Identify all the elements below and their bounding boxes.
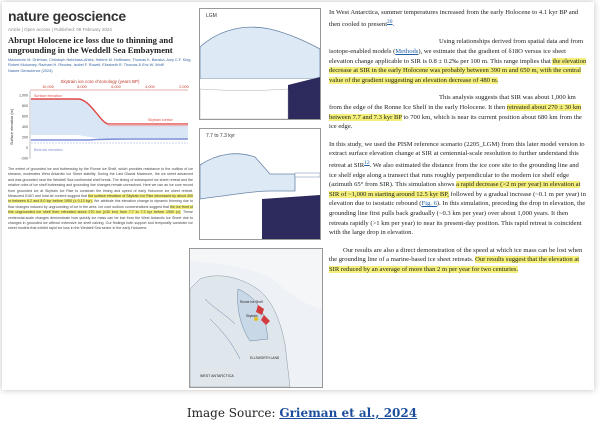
y-tick-label: 1,000 [19, 93, 28, 98]
map-label-ellsworth: ELLSWORTH LAND [250, 356, 280, 360]
surface-label: Surface elevation [34, 94, 62, 98]
top-tick-label: 6,000 [111, 85, 121, 89]
bedrock-label: Bedrock elevation [34, 148, 63, 152]
abstract-part-2: We attribute this elevation change to dynamic thinning due to flow changes induced by ungrounding of ice in the area. Ice core sodium concentrations suggest that [8, 199, 193, 209]
paper-preview [8, 8, 193, 386]
panel-lgm-label: LGM [206, 13, 217, 19]
map-label-ronne: Ronne Ice Shelf [240, 300, 263, 304]
highlight-retreat: retreated about 270 ± 30 km between 7.7 and 7.3 kyr BP [329, 103, 582, 121]
top-tick-label: 8,000 [77, 85, 87, 89]
abstract-highlight-1: the surface elevation of Skytrain Ice Rise decreased by about 450 m between 8.2 and 8.0 kyr before 1950 (± 0.13 kyr). [8, 194, 193, 204]
top-tick-label: 2,000 [179, 85, 189, 89]
figure-column [199, 8, 321, 388]
source-link[interactable]: Grieman et al., 2024 [279, 406, 418, 420]
antarctica-map [189, 248, 323, 388]
abstract-highlight-2: the ice front of this ungrounded ice shelf then retreated about 270 km (±30 km) from 7.7 to 7.3 kyr before 1950 (±). [8, 204, 193, 215]
paragraph-3: This analysis suggests that SIR was about 1,000 km from the edge of the Ronne Ice Shelf in the early Holocene. It then retreated about 270 ± 30 km between 7.7 and 7.3 kyr BP to 700 km, which is near its current position about 680 km from the ice edge. [329, 94, 582, 131]
highlight-rapid-decrease: a rapid decrease (>2 m per year) in elevation at SIR of ~1,000 m starting around 12.5 kyr BP, [329, 181, 581, 198]
caption-prefix: Image Source: [186, 406, 280, 420]
journal-brand[interactable]: nature geoscience [8, 8, 126, 24]
y-tick-label: -200 [20, 156, 28, 161]
map-label-skytrain: Skytrain [246, 314, 258, 318]
ref-12-link[interactable]: 12 [364, 159, 370, 166]
highlight-results: Our results suggest that the elevation at SIR reduced by an average of more than 2 m per year for two centuries. [329, 256, 580, 274]
paragraph-1: In West Antarctica, summer temperatures increased from the early Holocene to 4.1 kyr BP and then cooled to present$^{20}$. [329, 9, 579, 28]
paper-excerpt [329, 8, 587, 388]
y-axis-ticks [19, 93, 28, 160]
fig-6-link[interactable]: Fig. 6 [421, 200, 437, 208]
map-label-west-antarctica: WEST ANTARCTICA [200, 374, 234, 378]
holocene-diagram [199, 128, 321, 240]
paragraph-4: In this study, we used the PISM reference scenario (2205_LGM) from this later model version to extract surface elevation change at SIR at centennial-scale resolution to further understand this retreat at SIR$^{12}$. We also estimated the distance from the ice core site to the grounding line and ice shelf edge along a transect that runs roughly perpendicular to the modern ice shelf edge (azimuth 65° from SIR). This simulation shows a rapid decrease (>2 m per year) in elevation at SIR of ~1,000 m starting around 12.5 kyr BP, followed by a gradual increase (~0.1 m per year) in elevation due to isostatic rebound (Fig. 6). In this simulation, preceding the drop in elevation, the grounding line first pulls back gradually (~0.3 km per year) over about 1,000 years. It then retreats rapidly (>1 km per year) to near its present-day position. This rapid retreat is coincident with the large drop in elevation. [329, 140, 586, 237]
paragraph-2: Using relationships derived from spatial data and from isotope-enabled models (Methods), we estimate that the gradient of δ18O versus ice sheet elevation change applicable to SIR is 0.8 ± 0.2‰ per 100 m. This range implies that the elevation decrease at SIR in the early Holocene was probably between 390 m and 650 m, with the central value of the gradient suggesting an elevation decrease of 480 m. [329, 38, 587, 84]
bedrock-elevation-line [31, 139, 188, 140]
holocene-ocean-block [262, 195, 320, 239]
y-tick-label: 600 [22, 114, 28, 119]
methods-link[interactable]: Methods [395, 47, 419, 55]
elevation-chart-svg [8, 77, 193, 165]
y-tick-label: 200 [22, 135, 28, 140]
panel-holocene-label: 7.7 to 7.3 kyr [206, 133, 235, 139]
y-tick-label: 400 [22, 124, 28, 129]
y-tick-label: 800 [22, 103, 28, 108]
abstract-part-3: These centennial-scale changes demonstrate how quickly ice mass can be lost from the West Antarctic Ice Sheet due to changes in grounded ice without extensive ice shelf calving. Our findings both support and temporally constrain ice sheet models that exhibit rapid ice loss in the Weddell Sea sector in the early Holocene. [8, 210, 193, 231]
y-tick-label: 0 [26, 145, 28, 150]
elevation-chart [8, 77, 193, 165]
author-list[interactable]: Mackenzie M. Grieman, Christoph Nehrbass-Ahles, Helene M. Hoffmann, Thomas K. Bauska, Amy C.F. King, Robert Mulvaney, Rachael H. Rhodes, Isobel F. Rowell, Elizabeth R. Thomas & Eric W. Wolff [8, 58, 192, 67]
top-tick-label: 10,000 [42, 85, 54, 89]
abstract-text [8, 167, 193, 232]
article-meta: Article | Open access | Published: 08 February 2024 [8, 27, 112, 32]
chart-title: Skytrain ice core chronology (years BP) [60, 79, 140, 84]
journal-citation[interactable]: Nature Geoscience (2024) [8, 69, 53, 73]
abstract-part-1: The extent of grounded ice and buttressing by the Ronne Ice Shelf, which provides resistance to the outflow of ice streams, moderates West Antarctic Ice Sheet stability. During the Last Glacial Maximum, the ice sheet advanced and was grounded near the Weddell Sea continental shelf break. The timing of subsequent ice sheet retreat and the relative roles of ice shelf buttressing and grounding line changes remain unresolved. Here we use an ice core record from grounded ice at Skytrain Ice Rise to constrain the timing and speed of early Holocene ice sheet retreat. Measured δ18O and total air content suggest that [8, 167, 193, 199]
y-axis-label: Surface elevation (m) [10, 108, 14, 146]
lgm-diagram [199, 8, 321, 120]
top-axis-ticks [42, 85, 189, 89]
highlight-elevation-decrease: the elevation decrease at SIR in the early Holocene was probably between 390 m and 650 m, with the central value of the gradient suggesting an elevation decrease of 480 m. [329, 57, 587, 84]
ref-20-link[interactable]: 20 [387, 18, 393, 25]
paper-title: Abrupt Holocene ice loss due to thinning and ungrounding in the Weddell Sea Embayment [8, 35, 173, 55]
paragraph-5: Our results are also a direct demonstration of the speed at which ice mass can be lost when the grounding line of a marine-based ice sheet retreats. Our results suggest that the elevation at SIR reduced by an average of more than 2 m per year for two centuries. [329, 246, 583, 274]
image-source-caption [0, 406, 604, 420]
icerise-label: Skytrain Icerise [148, 118, 173, 122]
top-tick-label: 4,000 [145, 85, 155, 89]
